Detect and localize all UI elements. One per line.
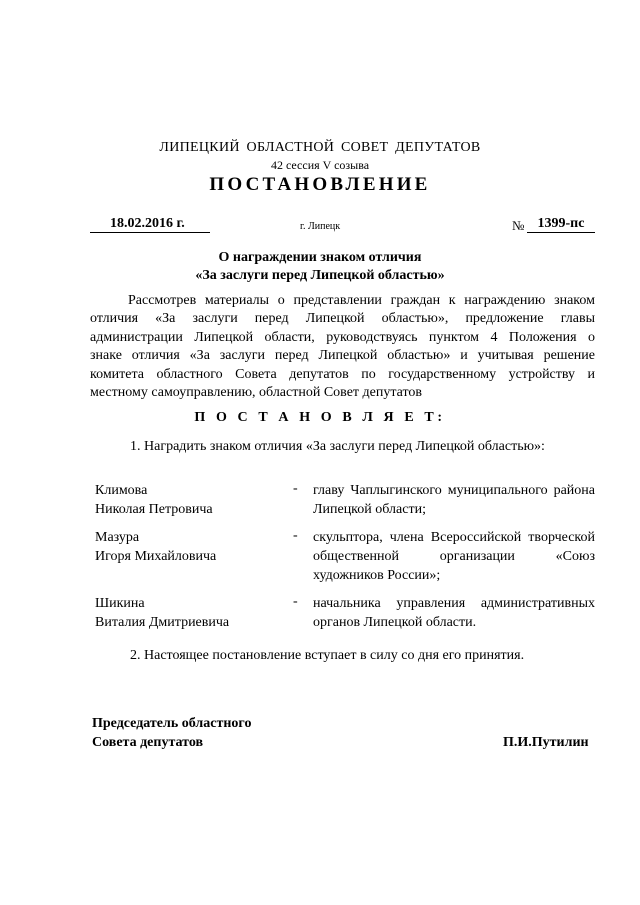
description-line: главу Чаплыгинского муниципального района — [313, 483, 595, 498]
number-sign: № — [512, 218, 525, 233]
document-date-text: 18.02.2016 г. — [110, 216, 185, 231]
awardee-3-surname: Шикина — [95, 596, 145, 611]
signatory-name: П.И.Путилин — [503, 735, 589, 750]
council-name: ЛИПЕЦКИЙ ОБЛАСТНОЙ СОВЕТ ДЕПУТАТОВ — [159, 140, 481, 155]
awardee-3-given-name: Виталия Дмитриевича — [95, 615, 230, 630]
awardee-2-surname: Мазура — [95, 530, 140, 545]
decree-item-1: 1. Наградить знаком отличия «За заслуги перед Липецкой областью»: — [130, 439, 545, 454]
preamble-line: администрации Липецкой области, руководствуясь пунктом 4 Положения о — [90, 329, 595, 345]
awardee-3-dash: - — [293, 594, 298, 609]
subject-line-2: «За заслуги перед Липецкой областью» — [195, 268, 445, 283]
description-line: органов Липецкой области. — [313, 615, 477, 630]
document-title: ПОСТАНОВЛЕНИЕ — [209, 174, 431, 195]
awardee-2-description — [313, 528, 595, 585]
description-line: художников России»; — [313, 568, 441, 583]
signatory-title-line-1: Председатель областного — [92, 716, 252, 731]
description-line: скульптора, члена Всероссийской творческой — [313, 530, 595, 545]
description-line: начальника управления административных — [313, 596, 595, 611]
decree-item-2: 2. Настоящее постановление вступает в силу со дня его принятия. — [130, 648, 525, 663]
awardee-2-given-name: Игоря Михайловича — [95, 549, 217, 564]
awardee-1-surname: Климова — [95, 483, 148, 498]
preamble-line: комитета областного Совета депутатов по государственному устройству и — [90, 366, 595, 382]
awardee-1-given-name: Николая Петровича — [95, 502, 213, 517]
subject-line-1: О награждении знаком отличия — [218, 250, 422, 265]
description-line: Липецкой области; — [313, 502, 426, 517]
description-line: общественной организации «Союз — [313, 549, 595, 564]
preamble-line: Рассмотрев материалы о представлении граждан к награждению знаком — [128, 293, 595, 308]
document-number: 1399-пс — [527, 216, 595, 233]
decree-heading: П О С Т А Н О В Л Я Е Т: — [194, 410, 446, 425]
document-city: г. Липецк — [300, 221, 341, 232]
preamble-line: знаке отличия «За заслуги перед Липецкой областью» и учитывая решение — [90, 348, 595, 364]
preamble-line: отличия «За заслуги перед Липецкой областью», предложение главы — [90, 311, 595, 327]
signatory-title-line-2: Совета депутатов — [92, 735, 204, 750]
awardee-1-description — [313, 481, 595, 519]
preamble-paragraph — [90, 292, 595, 402]
session-number: 42 сессия V созыва — [270, 158, 370, 172]
awardee-1-dash: - — [293, 481, 298, 496]
awardee-2-dash: - — [293, 528, 298, 543]
awardee-3-description — [313, 594, 595, 632]
document-date — [90, 216, 210, 233]
preamble-line: местному самоуправлению, областной Совет депутатов — [90, 384, 423, 400]
